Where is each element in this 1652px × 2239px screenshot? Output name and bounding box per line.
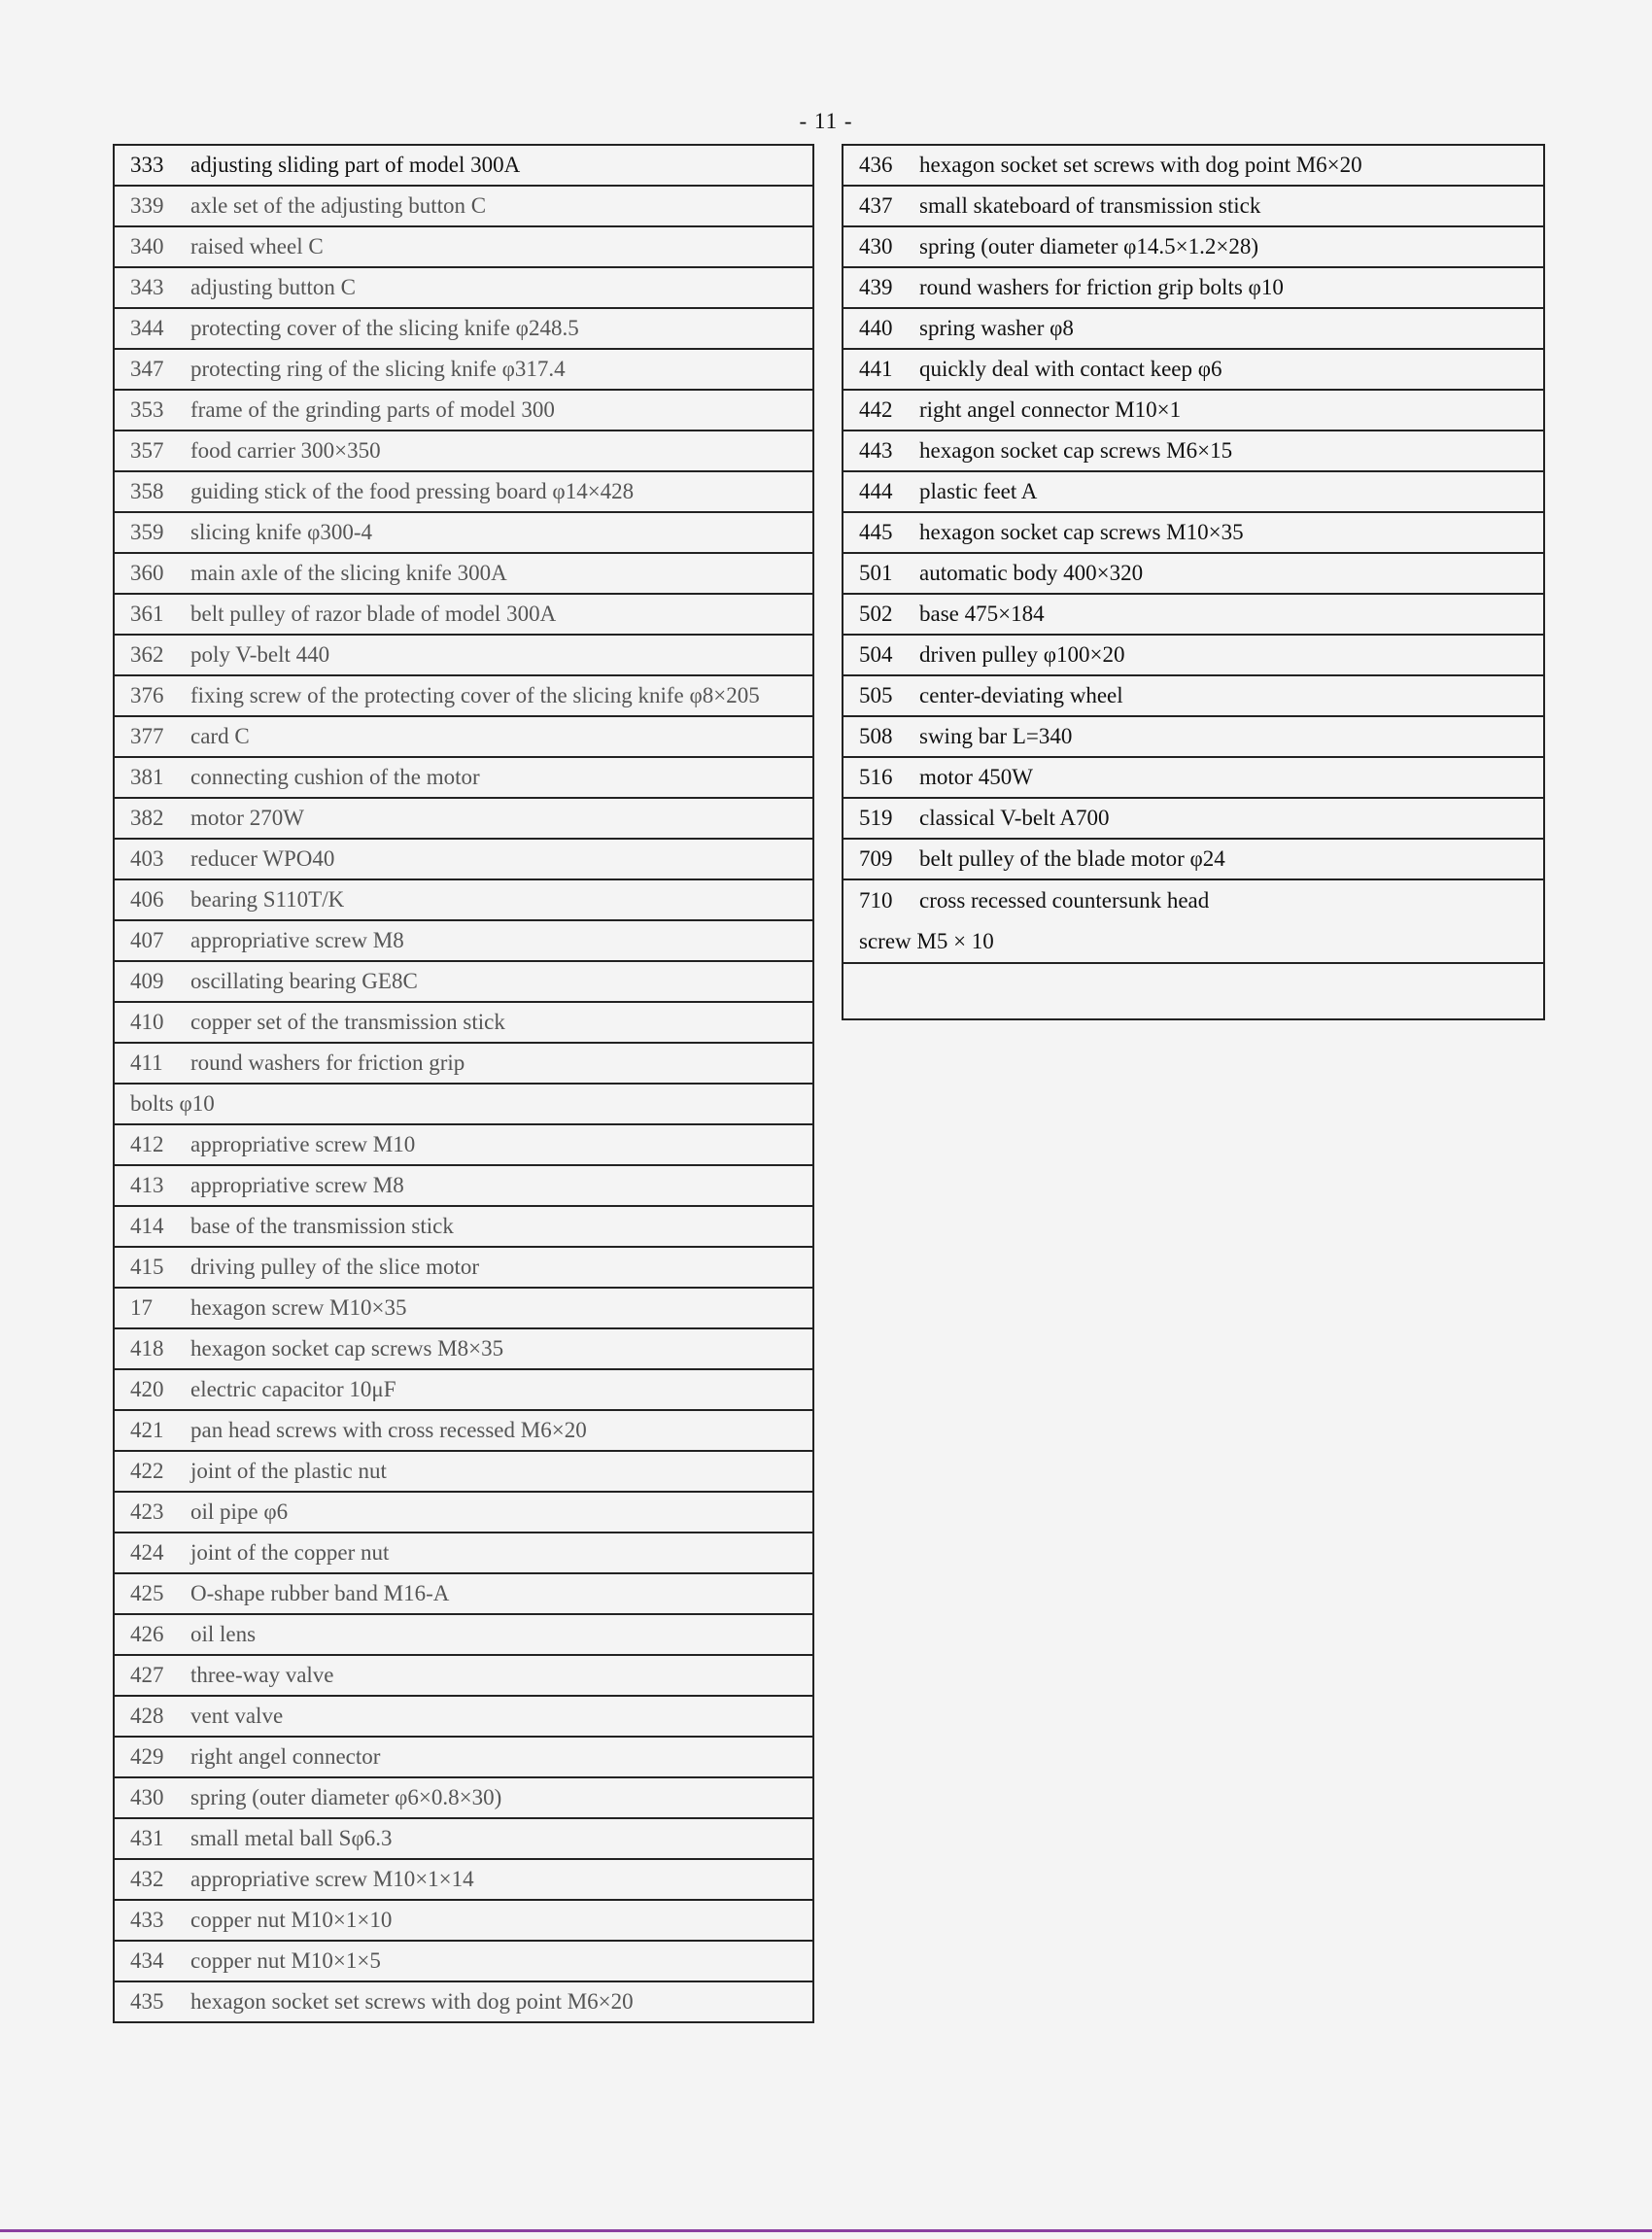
table-row: [114, 1614, 813, 1655]
part-description: adjusting sliding part of model 300A: [190, 153, 521, 177]
table-row: [114, 1328, 813, 1369]
part-description: guiding stick of the food pressing board φ14×428: [190, 479, 635, 503]
part-number: 430: [130, 1785, 164, 1809]
part-description: round washers for friction grip: [190, 1051, 465, 1075]
part-description: base of the transmission stick: [190, 1214, 454, 1238]
part-description: round washers for friction grip bolts φ10: [919, 275, 1284, 299]
table-row: [114, 1981, 813, 2022]
part-description: automatic body 400×320: [919, 561, 1144, 585]
table-row: [114, 553, 813, 594]
part-cell: [114, 1818, 813, 1859]
table-row: [843, 308, 1544, 349]
part-description: small skateboard of transmission stick: [919, 193, 1261, 218]
part-number: 421: [130, 1418, 164, 1442]
part-cell: [843, 390, 1544, 431]
part-number: 403: [130, 846, 164, 871]
part-number: 347: [130, 357, 164, 381]
part-cell: [114, 1288, 813, 1328]
part-description: bolts φ10: [130, 1091, 215, 1116]
table-row: [114, 757, 813, 798]
table-row: [114, 471, 813, 512]
table-row: [114, 1124, 813, 1165]
part-number: 426: [130, 1622, 164, 1646]
part-cell: [114, 1328, 813, 1369]
part-description: hexagon socket cap screws M10×35: [919, 520, 1244, 544]
part-cell: [114, 1614, 813, 1655]
part-number: 407: [130, 928, 164, 952]
part-description: cross recessed countersunk head: [919, 888, 1210, 913]
part-number: 410: [130, 1010, 164, 1034]
table-row: [843, 267, 1544, 308]
table-row: [114, 635, 813, 675]
part-number: 333: [130, 153, 164, 177]
part-description: belt pulley of the blade motor φ24: [919, 846, 1225, 871]
part-cell: [114, 635, 813, 675]
part-description: appropriative screw M10×1×14: [190, 1867, 474, 1891]
table-row: [114, 1900, 813, 1941]
part-number: 437: [859, 193, 893, 218]
part-cell: [114, 757, 813, 798]
table-row: [114, 1655, 813, 1696]
part-description: copper nut M10×1×10: [190, 1908, 393, 1932]
part-cell: [843, 635, 1544, 675]
part-number: 17: [130, 1295, 153, 1320]
table-row: [114, 349, 813, 390]
part-cell: [114, 1655, 813, 1696]
part-description: hexagon socket cap screws M8×35: [190, 1336, 504, 1361]
part-description: vent valve: [190, 1704, 284, 1728]
part-description: spring (outer diameter φ14.5×1.2×28): [919, 234, 1258, 258]
part-cell: [843, 716, 1544, 757]
page-number: - 11 -: [799, 109, 853, 133]
part-cell: [114, 879, 813, 920]
table-row: [114, 1002, 813, 1043]
part-number: 411: [130, 1051, 163, 1075]
part-number: 413: [130, 1173, 164, 1197]
part-number: 360: [130, 561, 164, 585]
part-description: oscillating bearing GE8C: [190, 969, 418, 993]
part-cell: [843, 145, 1544, 186]
table-row: [114, 145, 813, 186]
part-cell: [114, 1777, 813, 1818]
part-cell: [114, 1084, 813, 1124]
part-description: electric capacitor 10μF: [190, 1377, 396, 1401]
part-number: 415: [130, 1255, 164, 1279]
part-number: 427: [130, 1663, 164, 1687]
part-number: 418: [130, 1336, 164, 1361]
table-row: [114, 879, 813, 920]
part-number: 343: [130, 275, 164, 299]
part-description: protecting cover of the slicing knife φ248.5: [190, 316, 579, 340]
table-row: [114, 226, 813, 267]
part-description: three-way valve: [190, 1663, 334, 1687]
part-number: 359: [130, 520, 164, 544]
part-cell: [114, 186, 813, 226]
table-row: [843, 635, 1544, 675]
part-cell: [843, 226, 1544, 267]
table-row: [114, 308, 813, 349]
part-number: 422: [130, 1459, 164, 1483]
part-number: 435: [130, 1989, 164, 2014]
part-cell: [843, 267, 1544, 308]
part-description: motor 450W: [919, 765, 1033, 789]
part-cell: [114, 1124, 813, 1165]
part-number: 433: [130, 1908, 164, 1932]
part-description: slicing knife φ300-4: [190, 520, 373, 544]
part-cell: [114, 675, 813, 716]
part-description: driven pulley φ100×20: [919, 642, 1125, 667]
table-row: [843, 716, 1544, 757]
part-description: main axle of the slicing knife 300A: [190, 561, 507, 585]
part-cell: [114, 594, 813, 635]
table-row: [114, 1492, 813, 1533]
part-number: 406: [130, 887, 164, 912]
table-row: [114, 1941, 813, 1981]
part-number: 339: [130, 193, 164, 218]
part-number: 710: [859, 888, 893, 913]
part-description: spring washer φ8: [919, 316, 1074, 340]
table-row: [843, 675, 1544, 716]
part-cell: [114, 471, 813, 512]
part-number: 505: [859, 683, 893, 707]
part-description: hexagon socket cap screws M6×15: [919, 438, 1233, 463]
part-number: 516: [859, 765, 893, 789]
part-description: classical V-belt A700: [919, 806, 1110, 830]
part-cell: [843, 963, 1544, 1019]
part-description: bearing S110T/K: [190, 887, 345, 912]
part-description: belt pulley of razor blade of model 300A: [190, 602, 557, 626]
part-number: 709: [859, 846, 893, 871]
part-cell: [843, 553, 1544, 594]
part-number: 429: [130, 1744, 164, 1769]
table-row: [114, 798, 813, 839]
part-description: food carrier 300×350: [190, 438, 381, 463]
part-cell: [843, 308, 1544, 349]
part-number: 376: [130, 683, 164, 707]
part-description: frame of the grinding parts of model 300: [190, 397, 555, 422]
table-row: [114, 186, 813, 226]
part-number: 445: [859, 520, 893, 544]
table-row: [843, 553, 1544, 594]
part-number: 420: [130, 1377, 164, 1401]
table-row: [843, 839, 1544, 879]
part-cell: [114, 1573, 813, 1614]
part-description: O-shape rubber band M16-A: [190, 1581, 450, 1605]
left-parts-table: [113, 144, 814, 2023]
part-number: 504: [859, 642, 893, 667]
part-cell: [114, 1002, 813, 1043]
part-description: right angel connector: [190, 1744, 381, 1769]
part-description: hexagon socket set screws with dog point M6×20: [190, 1989, 634, 2014]
part-number: 344: [130, 316, 164, 340]
part-cell: [114, 1369, 813, 1410]
table-row: [114, 512, 813, 553]
part-description: plastic feet A: [919, 479, 1038, 503]
part-cell: [843, 594, 1544, 635]
part-cell: [114, 308, 813, 349]
part-description: connecting cushion of the motor: [190, 765, 480, 789]
part-cell: [114, 798, 813, 839]
table-row: [843, 186, 1544, 226]
table-row: [843, 512, 1544, 553]
table-row: [843, 757, 1544, 798]
table-row: [114, 1288, 813, 1328]
part-number: 502: [859, 602, 893, 626]
part-description: fixing screw of the protecting cover of the slicing knife φ8×205: [190, 683, 760, 707]
table-row: [843, 349, 1544, 390]
table-row: [114, 1573, 813, 1614]
part-cell: [843, 349, 1544, 390]
part-description: appropriative screw M8: [190, 928, 404, 952]
part-cell: [114, 512, 813, 553]
part-cell: [114, 961, 813, 1002]
part-number: 424: [130, 1540, 164, 1565]
table-row: [843, 145, 1544, 186]
part-number: 362: [130, 642, 164, 667]
part-description: spring (outer diameter φ6×0.8×30): [190, 1785, 502, 1809]
part-number: 442: [859, 397, 893, 422]
table-row: [114, 716, 813, 757]
table-row: [114, 1451, 813, 1492]
part-description: poly V-belt 440: [190, 642, 330, 667]
table-row: [843, 594, 1544, 635]
part-cell: [114, 1696, 813, 1737]
table-row: [114, 675, 813, 716]
part-cell: [843, 675, 1544, 716]
part-description: joint of the plastic nut: [190, 1459, 387, 1483]
part-cell: [114, 145, 813, 186]
part-description: pan head screws with cross recessed M6×20: [190, 1418, 587, 1442]
part-cell: [114, 267, 813, 308]
table-row: [114, 431, 813, 471]
part-description: appropriative screw M10: [190, 1132, 416, 1156]
part-number: 381: [130, 765, 164, 789]
part-number: 428: [130, 1704, 164, 1728]
part-cell: [114, 1533, 813, 1573]
part-description: quickly deal with contact keep φ6: [919, 357, 1222, 381]
table-row: [843, 963, 1544, 1019]
part-cell: [843, 512, 1544, 553]
table-row: [843, 431, 1544, 471]
part-number: 441: [859, 357, 893, 381]
part-description: base 475×184: [919, 602, 1045, 626]
part-cell: [114, 716, 813, 757]
table-row: [114, 267, 813, 308]
part-number: 443: [859, 438, 893, 463]
part-cell: [114, 1859, 813, 1900]
table-row: [114, 390, 813, 431]
part-description: center-deviating wheel: [919, 683, 1123, 707]
part-description: adjusting button C: [190, 275, 356, 299]
part-description: reducer WPO40: [190, 846, 335, 871]
part-cell: [843, 879, 1544, 963]
table-row: [114, 594, 813, 635]
part-number: 423: [130, 1499, 164, 1524]
part-description: oil pipe φ6: [190, 1499, 289, 1524]
part-cell: [114, 226, 813, 267]
part-number: 425: [130, 1581, 164, 1605]
part-number: 432: [130, 1867, 164, 1891]
part-cell: [114, 1900, 813, 1941]
table-row: [114, 1084, 813, 1124]
part-number: 382: [130, 806, 164, 830]
part-cell: [843, 471, 1544, 512]
part-cell: [114, 390, 813, 431]
table-row: [114, 1247, 813, 1288]
part-cell: [114, 431, 813, 471]
part-cell: [843, 839, 1544, 879]
part-number: 431: [130, 1826, 164, 1850]
part-number: 519: [859, 806, 893, 830]
table-row: [114, 920, 813, 961]
part-cell: [114, 1941, 813, 1981]
part-description: swing bar L=340: [919, 724, 1073, 748]
part-description-continued: screw M5 × 10: [859, 929, 994, 953]
table-row: [843, 879, 1544, 963]
table-row: [843, 226, 1544, 267]
table-row: [114, 1777, 813, 1818]
part-number: 430: [859, 234, 893, 258]
part-description: motor 270W: [190, 806, 304, 830]
part-number: 340: [130, 234, 164, 258]
part-cell: [114, 1165, 813, 1206]
part-cell: [114, 1737, 813, 1777]
part-number: 409: [130, 969, 164, 993]
table-row: [114, 1859, 813, 1900]
bottom-rule: [0, 2229, 1652, 2232]
table-row: [114, 1410, 813, 1451]
part-cell: [114, 349, 813, 390]
part-description: card C: [190, 724, 250, 748]
part-cell: [114, 839, 813, 879]
part-description: axle set of the adjusting button C: [190, 193, 487, 218]
part-number: 414: [130, 1214, 164, 1238]
part-cell: [843, 798, 1544, 839]
part-cell: [843, 757, 1544, 798]
table-row: [114, 1818, 813, 1859]
part-cell: [114, 1247, 813, 1288]
part-description: copper set of the transmission stick: [190, 1010, 505, 1034]
part-number: 357: [130, 438, 164, 463]
part-cell: [843, 186, 1544, 226]
part-cell: [114, 1451, 813, 1492]
table-row: [114, 961, 813, 1002]
part-cell: [114, 553, 813, 594]
part-number: 501: [859, 561, 893, 585]
part-number: 377: [130, 724, 164, 748]
part-description: right angel connector M10×1: [919, 397, 1182, 422]
part-description: driving pulley of the slice motor: [190, 1255, 480, 1279]
table-row: [843, 471, 1544, 512]
part-number: 361: [130, 602, 164, 626]
table-row: [114, 1165, 813, 1206]
part-cell: [114, 1981, 813, 2022]
table-row: [114, 1206, 813, 1247]
part-number: 353: [130, 397, 164, 422]
part-number: 444: [859, 479, 893, 503]
part-description: hexagon screw M10×35: [190, 1295, 407, 1320]
right-parts-table: [842, 144, 1545, 1020]
part-cell: [114, 1043, 813, 1084]
part-number: 434: [130, 1948, 164, 1973]
table-row: [114, 1737, 813, 1777]
part-description: oil lens: [190, 1622, 257, 1646]
part-cell: [114, 920, 813, 961]
part-cell: [114, 1410, 813, 1451]
table-row: [843, 798, 1544, 839]
part-description: joint of the copper nut: [190, 1540, 390, 1565]
table-row: [114, 1043, 813, 1084]
part-description: raised wheel C: [190, 234, 324, 258]
part-number: 412: [130, 1132, 164, 1156]
part-description: appropriative screw M8: [190, 1173, 404, 1197]
part-number: 439: [859, 275, 893, 299]
part-description: copper nut M10×1×5: [190, 1948, 381, 1973]
table-row: [114, 1696, 813, 1737]
table-row: [114, 1369, 813, 1410]
part-cell: [843, 431, 1544, 471]
part-description: protecting ring of the slicing knife φ317.4: [190, 357, 566, 381]
part-number: 508: [859, 724, 893, 748]
part-description: hexagon socket set screws with dog point M6×20: [919, 153, 1362, 177]
part-number: 440: [859, 316, 893, 340]
part-description: small metal ball Sφ6.3: [190, 1826, 393, 1850]
table-row: [843, 390, 1544, 431]
part-cell: [114, 1492, 813, 1533]
table-row: [114, 1533, 813, 1573]
part-number: 358: [130, 479, 164, 503]
part-number: 436: [859, 153, 893, 177]
table-row: [114, 839, 813, 879]
part-cell: [114, 1206, 813, 1247]
